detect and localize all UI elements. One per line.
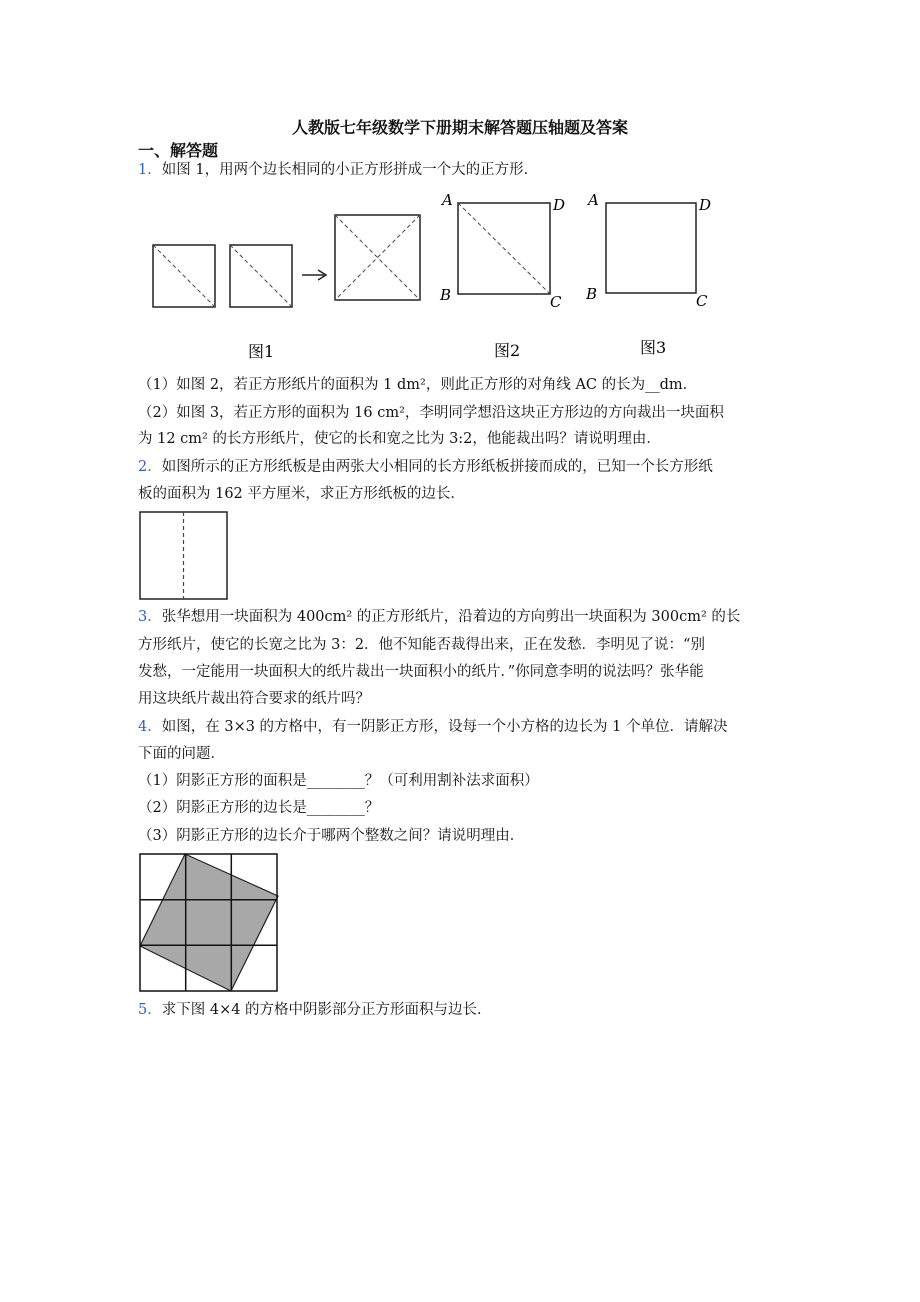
fig1-caption: 图1 (248, 342, 275, 361)
q2-figure (138, 510, 230, 602)
q3-number: 3． (138, 609, 162, 625)
fig3-label-d: D (699, 196, 712, 214)
fig2-diagonal-ac (458, 203, 550, 294)
q1-subquestion-2-line-1: （2）如图 3，若正方形的面积为 16 cm²，李明同学想沿这块正方形边的方向裁出一块面积 (138, 405, 724, 421)
document-title: 人教版七年级数学下册期末解答题压轴题及答案 (291, 118, 628, 137)
q1-subquestion-1: （1）如图 2，若正方形纸片的面积为 1 dm²，则此正方形的对角线 AC 的长为__dm． (138, 377, 698, 393)
q3-stem-line-3: 发愁，一定能用一块面积大的纸片裁出一块面积小的纸片．”你同意李明的说法吗？张华能 (138, 664, 704, 680)
fig1-diagonal-left (153, 245, 215, 307)
q1-figure-1 (148, 205, 428, 365)
fig3-label-c: C (696, 292, 708, 310)
q2-number: 2． (138, 459, 162, 475)
q3-stem-line-1 (138, 607, 740, 627)
q1-figure-2 (436, 188, 576, 363)
q1-figure-3 (584, 188, 724, 363)
fig2-label-b: B (440, 286, 452, 304)
q2-stem-line-2: 板的面积为 162 平方厘米，求正方形纸板的边长． (138, 486, 465, 502)
section-heading: 一、解答题 (138, 141, 219, 160)
q4-shaded-square (140, 854, 278, 991)
q4-grid-figure (138, 852, 280, 994)
fig2-label-a: A (442, 191, 453, 209)
fig1-large-square (335, 215, 420, 300)
q1-number: 1． (138, 162, 162, 178)
q1-stem (138, 160, 538, 180)
q4-text-line-1: 如图，在 3×3 的方格中，有一阴影正方形，设每一个小方格的边长为 1 个单位．请解决 (161, 719, 728, 735)
q4-subquestion-2: （2）阴影正方形的边长是________？ (138, 800, 380, 816)
q3-text-line-1: 张华想用一块面积为 400cm² 的正方形纸片，沿着边的方向剪出一块面积为 300cm² 的长 (161, 609, 741, 625)
q5-text: 求下图 4×4 的方格中阴影部分正方形面积与边长． (161, 1002, 492, 1018)
q1-text: 如图 1，用两个边长相同的小正方形拼成一个大的正方形． (161, 162, 539, 178)
q4-number: 4． (138, 719, 162, 735)
fig2-label-d: D (553, 196, 566, 214)
q4-subquestion-1: （1）阴影正方形的面积是________？（可利用割补法求面积） (138, 773, 539, 789)
q1-subquestion-2-line-2: 为 12 cm² 的长方形纸片，使它的长和宽之比为 3:2，他能裁出吗？请说明理由． (138, 431, 661, 447)
fig3-square (606, 203, 696, 293)
q5-stem (138, 1000, 492, 1020)
q5-number: 5． (138, 1002, 162, 1018)
fig1-large-diagonal-2 (335, 215, 420, 300)
q4-stem-line-2: 下面的问题． (138, 746, 225, 762)
q4-stem-line-1 (138, 717, 728, 737)
q3-stem-line-2: 方形纸片，使它的长宽之比为 3：2．他不知能否裁得出来，正在发愁．李明见了说：“别 (138, 637, 705, 653)
q2-stem-line-1 (138, 457, 713, 477)
fig3-label-b: B (586, 285, 598, 303)
fig1-diagonal-right (230, 245, 292, 307)
q2-text-line-1: 如图所示的正方形纸板是由两张大小相同的长方形纸板拼接而成的，已知一个长方形纸 (161, 459, 713, 475)
fig3-caption: 图3 (640, 338, 667, 357)
fig2-caption: 图2 (494, 341, 521, 360)
q4-subquestion-3: （3）阴影正方形的边长介于哪两个整数之间？请说明理由． (138, 828, 525, 844)
fig1-large-diagonal-1 (335, 215, 420, 300)
fig3-label-a: A (588, 191, 599, 209)
fig2-label-c: C (550, 293, 562, 311)
q3-stem-line-4: 用这块纸片裁出符合要求的纸片吗？ (138, 691, 370, 707)
